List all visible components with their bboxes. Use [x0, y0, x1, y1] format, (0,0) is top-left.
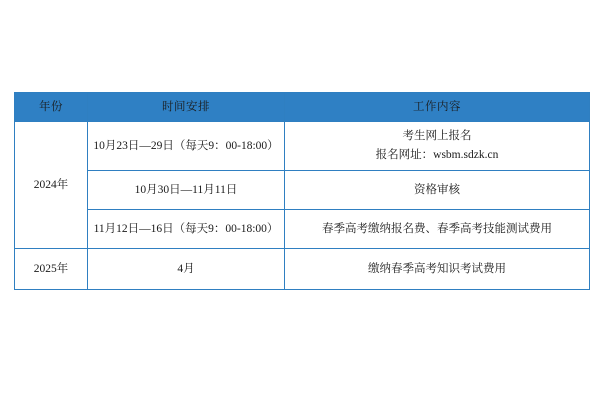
- column-header-content: 工作内容: [285, 93, 590, 122]
- column-header-time: 时间安排: [88, 93, 285, 122]
- cell-time: 10月30日—11月11日: [88, 171, 285, 210]
- content-line: 缴纳春季高考知识考试费用: [368, 262, 506, 275]
- table-body: [15, 122, 590, 290]
- cell-content: [285, 171, 590, 210]
- table-row: [15, 122, 590, 171]
- content-line: 报名网址：wsbm.sdzk.cn: [375, 149, 499, 161]
- schedule-table-container: [14, 92, 586, 290]
- cell-content: [285, 210, 590, 249]
- cell-time: 11月12日—16日（每天9：00-18:00）: [88, 210, 285, 249]
- table-row: [15, 249, 590, 290]
- content-line: 资格审核: [414, 183, 460, 196]
- content-line: 考生网上报名: [402, 130, 472, 143]
- column-header-year: 年份: [15, 93, 88, 122]
- cell-time: 4月: [88, 249, 285, 290]
- cell-content: [285, 122, 590, 171]
- table-row: [15, 210, 590, 249]
- cell-year-2024: 2024年: [15, 122, 88, 249]
- cell-content: [285, 249, 590, 290]
- content-line: 春季高考缴纳报名费、春季高考技能测试费用: [322, 222, 552, 235]
- cell-year-2025: 2025年: [15, 249, 88, 290]
- schedule-table: [14, 92, 590, 290]
- cell-time: 10月23日—29日（每天9：00-18:00）: [88, 122, 285, 171]
- table-header-row: [15, 93, 590, 122]
- table-header: [15, 93, 590, 122]
- table-row: [15, 171, 590, 210]
